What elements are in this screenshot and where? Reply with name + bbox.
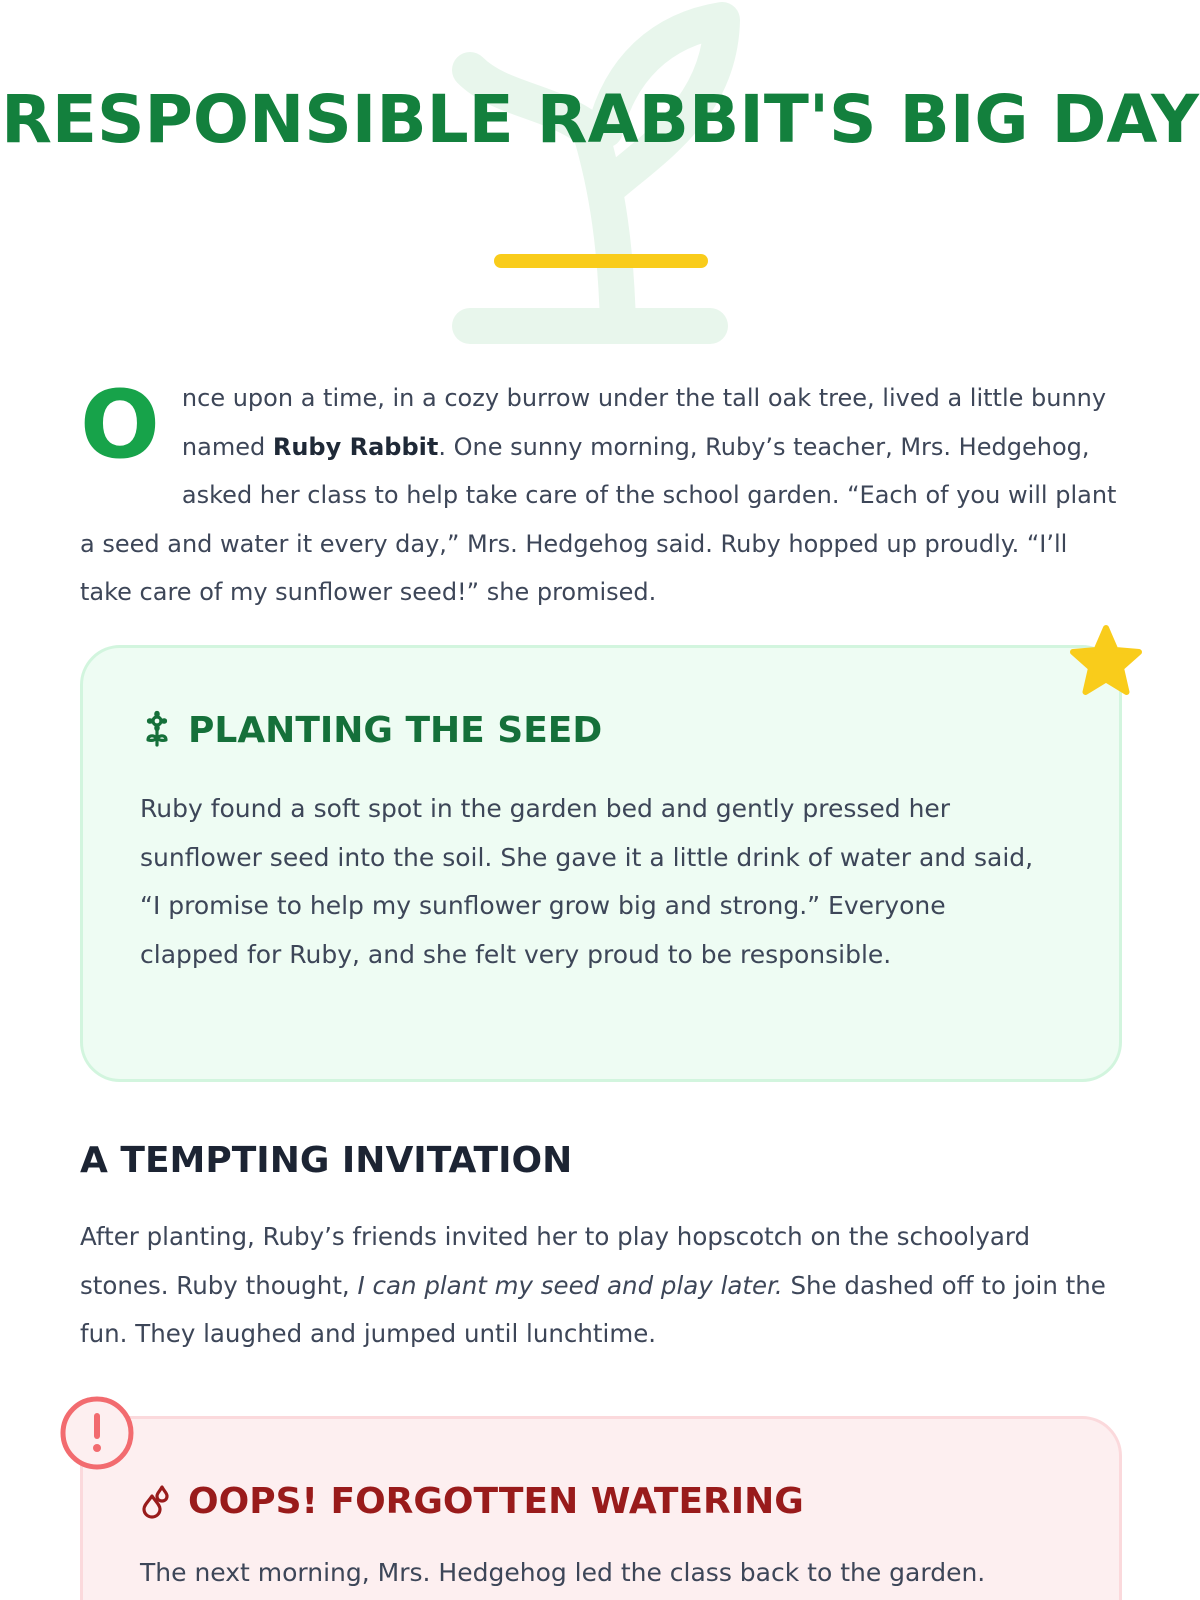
invitation-text-start: After planting, Ruby’s friends invited her to play hopscotch on the schoolyard stones. Ruby thought, <box>80 1222 1031 1300</box>
planting-card <box>80 645 1122 1082</box>
watering-card <box>80 1416 1122 1600</box>
intro-text-start: nce upon a time, in a cozy burrow under the tall oak tree, lived a little bunny named <box>181 384 1107 461</box>
invitation-paragraph <box>80 1213 1120 1359</box>
character-name: Ruby Rabbit <box>272 432 439 461</box>
ruby-thought: I can plant my seed and play later. <box>357 1270 783 1300</box>
flower-icon <box>140 708 174 748</box>
water-drops-icon <box>140 1479 174 1519</box>
sprout-watermark-icon <box>440 0 760 360</box>
intro-text-end: . One sunny morning, Ruby’s teacher, Mrs. Hedgehog, asked her class to help take care of the school garden. “Each of you will plant a seed and water it every day,” Mrs. Hedgehog said. Ruby hopped up proudly. “I’ll take care of my sunflower seed!” she promised. <box>80 432 1117 606</box>
drop-cap: O <box>80 371 160 480</box>
intro-paragraph <box>80 371 1120 617</box>
alert-icon <box>58 1394 136 1472</box>
planting-card-title: PLANTING THE SEED <box>188 710 603 751</box>
watering-card-title: OOPS! FORGOTTEN WATERING <box>188 1481 804 1522</box>
planting-card-text: Ruby found a soft spot in the garden bed and gently pressed her sunflower seed into the soil. She gave it a little drink of water and said, “I promise to help my sunflower grow big and strong.” Everyone clapped for Ruby, and she felt very proud to be responsible. <box>140 794 1034 969</box>
story-title: RESPONSIBLE RABBIT'S BIG DAY <box>1 81 1199 158</box>
planting-card-heading <box>140 708 602 753</box>
star-icon <box>1066 622 1146 702</box>
watering-card-heading <box>140 1479 804 1524</box>
watering-card-text: The next morning, Mrs. Hedgehog led the class back to the garden. <box>140 1558 986 1587</box>
title-underline <box>494 254 708 268</box>
invitation-text-end: She dashed off to join the fun. They laughed and jumped until lunchtime. <box>80 1270 1106 1348</box>
invitation-heading: A TEMPTING INVITATION <box>80 1140 573 1181</box>
